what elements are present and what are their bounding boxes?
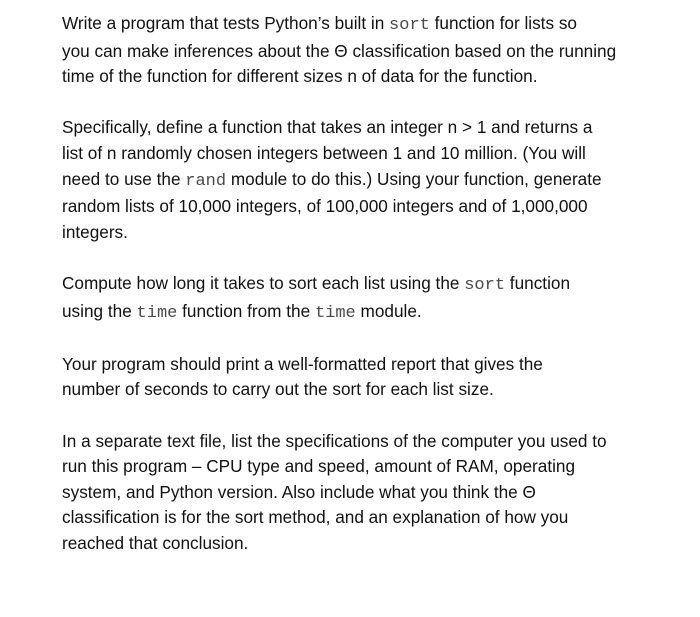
text-segment: Write a program that tests Python’s built in (62, 13, 390, 33)
text-line (62, 194, 690, 220)
text-segment: list of n randomly chosen integers between 1 and 10 million. (You will (62, 142, 586, 163)
text-segment: function for lists so (429, 13, 577, 33)
paragraph-5 (62, 429, 690, 557)
text-line (62, 11, 690, 39)
text-line (62, 39, 690, 65)
text-line (62, 480, 690, 506)
text-segment: time of the function for different sizes n of data for the function. (62, 66, 538, 87)
text-line (62, 167, 690, 195)
assignment-document (62, 11, 690, 582)
text-segment: classification is for the sort method, and an explanation of how you (62, 507, 569, 528)
text-segment: using the (62, 300, 137, 321)
text-segment: you can make inferences about the Θ classification based on the running (62, 40, 617, 61)
text-line (62, 454, 690, 480)
text-segment: In a separate text file, list the specifications of the computer you used to (62, 430, 607, 451)
text-line (62, 377, 690, 403)
text-segment: random lists of 10,000 integers, of 100,000 integers and of 1,000,000 (62, 196, 588, 217)
text-segment: Specifically, define a function that takes an integer n > 1 and returns a (62, 117, 593, 138)
paragraph-2 (62, 115, 690, 245)
text-segment: need to use the (62, 168, 186, 189)
text-segment: number of seconds to carry out the sort for each list size. (62, 379, 494, 400)
text-segment: integers. (62, 221, 128, 242)
text-line (62, 352, 690, 378)
text-line (62, 220, 690, 246)
text-line (62, 115, 690, 141)
text-line (62, 64, 690, 90)
text-segment: Your program should print a well-formatted report that gives the (62, 353, 543, 374)
text-segment: module. (355, 300, 422, 321)
text-segment: reached that conclusion. (62, 532, 249, 553)
text-segment: Compute how long it takes to sort each list using the (62, 272, 465, 293)
paragraph-1 (62, 11, 690, 90)
inline-code: rand (185, 171, 227, 191)
text-segment: module to do this.) Using your function, generate (226, 168, 602, 189)
inline-code: time (314, 303, 356, 323)
text-line (62, 505, 690, 531)
inline-code: sort (464, 275, 506, 295)
text-line (62, 141, 690, 167)
text-line (62, 531, 690, 557)
text-line (62, 429, 690, 455)
inline-code: time (136, 303, 178, 323)
text-segment: system, and Python version. Also include what you think the Θ (62, 481, 536, 502)
text-segment: function (505, 272, 571, 293)
paragraph-3 (62, 271, 690, 326)
paragraph-4 (62, 352, 690, 403)
inline-code: sort (389, 16, 430, 35)
text-segment: function from the (177, 300, 315, 321)
text-segment: run this program – CPU type and speed, amount of RAM, operating (62, 456, 576, 477)
text-line (62, 299, 690, 327)
text-line (62, 271, 690, 299)
